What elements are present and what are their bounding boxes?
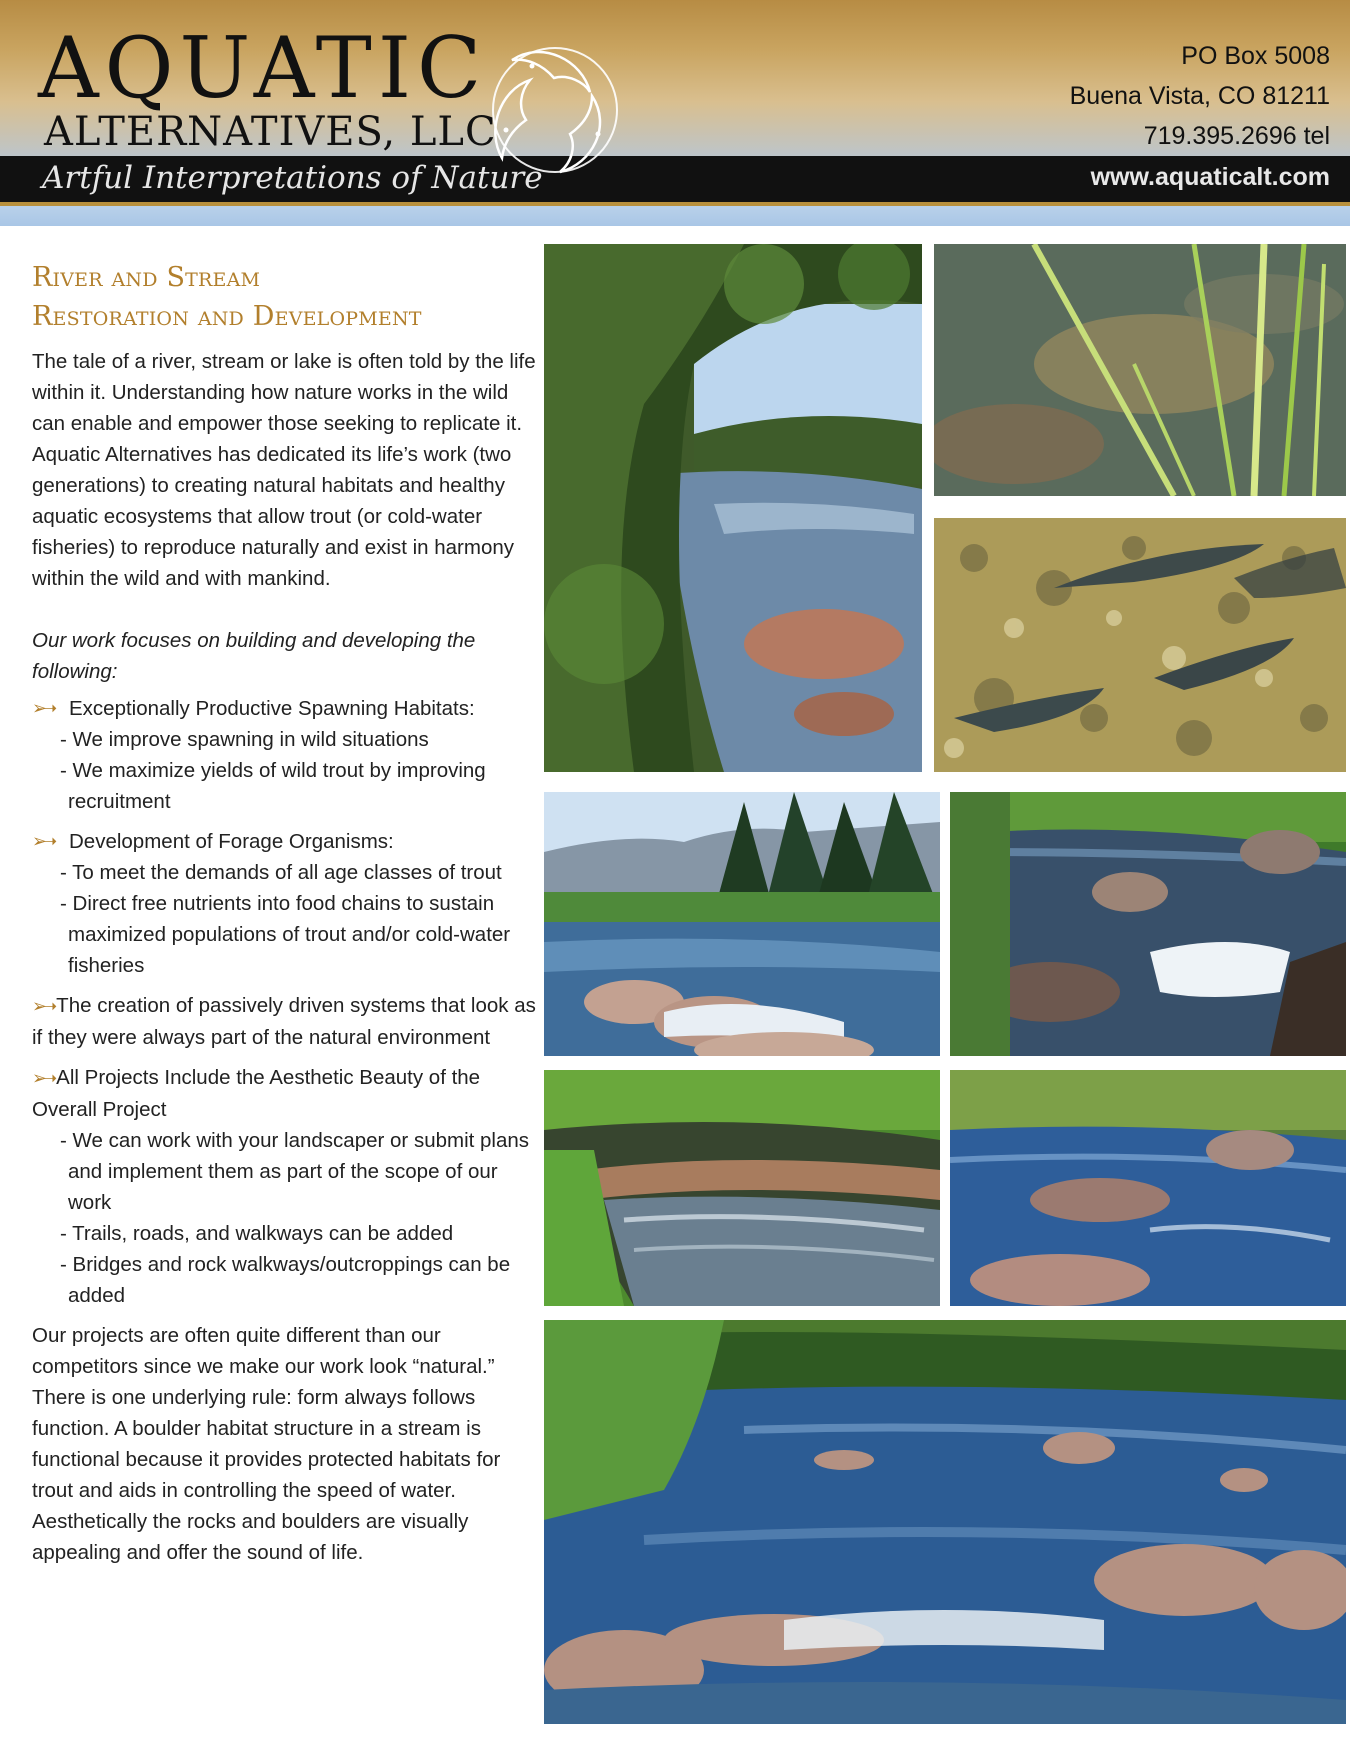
sub-item: - We maximize yields of wild trout by improving recruitment [60,759,486,813]
fish-circle-logo-icon [472,30,638,186]
header-bottom-band [0,206,1350,226]
photo-cascade-boulders [950,792,1346,1056]
sub-item: - We improve spawning in wild situations [60,728,429,751]
bullet-text: Development of Forage Organisms: [69,830,394,853]
logo-tagline: Artful Interpretations of Nature [42,160,543,196]
sub-item: - Trails, roads, and walkways can be added [60,1222,454,1245]
logo-wordmark-aquatic: AQUATIC [38,19,488,117]
double-arrow-icon: ➢➝ [32,996,53,1016]
bullet-forage [32,826,542,981]
double-arrow-icon: ➢➝ [32,831,53,851]
article-column [32,258,542,1568]
photo-grass-over-water [934,244,1346,496]
bullet-text: Exceptionally Productive Spawning Habitats: [69,697,475,720]
article-title [32,258,542,336]
contact-po-box: PO Box 5008 [1181,42,1330,70]
bullet-spawning [32,693,542,817]
contact-website-link[interactable]: www.aquaticalt.com [1090,163,1330,191]
intro-paragraph: The tale of a river, stream or lake is often told by the life within it. Understanding how nature works in the wild can enable and empower those seeking to replicate it. Aquatic Alternatives has dedicated its life’s work (two generations) to creating natural habitats and healthy aquatic ecosystems that allow trout (or cold-water fisheries) to reproduce naturally and exist in harmony within the wild and with mankind. [32,350,536,590]
sub-item: - We can work with your landscaper or submit plans and implement them as part of the scope of our work [60,1129,530,1214]
closing-paragraph: Our projects are often quite different than our competitors since we make our work look “natural.” There is one underlying rule: form always follows function. A boulder habitat structure in a stream is functional because it provides protected habitats for trout and aids in controlling the speed of water. Aesthetically the rocks and boulders are visually appealing and offer the sound of life. [32,1324,501,1564]
bullet-aesthetic [32,1062,542,1311]
contact-city: Buena Vista, CO 81211 [1069,82,1330,110]
double-arrow-icon: ➢➝ [32,1068,53,1088]
article-title-line2: Restoration and Development [32,301,422,332]
sub-item: - Bridges and rock walkways/outcroppings can be added [60,1253,511,1307]
photo-calm-stream-rocks [950,1070,1346,1306]
article-title-line1: River and Stream [32,262,261,293]
photo-mountain-stream [544,792,940,1056]
bullet-passive-systems [32,990,542,1053]
bullet-text: The creation of passively driven systems that look as if they were always part of the natural environment [32,994,536,1049]
double-arrow-icon: ➢➝ [32,698,53,718]
sub-item: - To meet the demands of all age classes of trout [60,861,502,884]
logo-wordmark-llc: ALTERNATIVES, LLC [44,109,497,155]
photo-wide-stream-panorama [544,1320,1346,1724]
photo-river-through-trees [544,244,922,772]
photo-grassy-riffle [544,1070,940,1306]
focus-lead: Our work focuses on building and developing the following: [32,629,476,683]
photo-trout-in-clear-water [934,518,1346,772]
bullet-text: All Projects Include the Aesthetic Beauty of the Overall Project [32,1066,481,1121]
contact-phone: 719.395.2696 tel [1143,122,1330,150]
sub-item: - Direct free nutrients into food chains to sustain maximized populations of trout and/or cold-water fisheries [60,892,511,977]
